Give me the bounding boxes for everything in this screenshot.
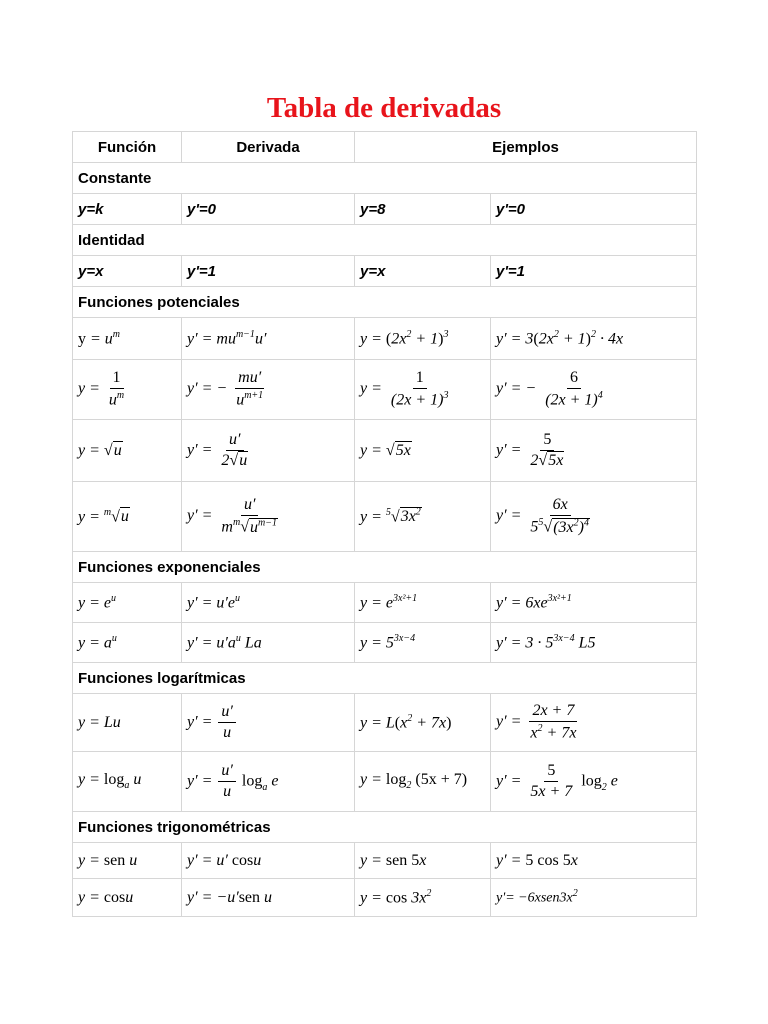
formula: $y' = u'e^u$: [182, 583, 355, 623]
section-potenciales: Funciones potenciales: [73, 287, 697, 318]
formula: y = $\frac{1}{u^m}$: [73, 360, 182, 420]
formula: $y'= -6xsen3x^2$: [491, 879, 697, 917]
formula: y = $\frac{1}{(2x + 1)^3}$: [355, 360, 491, 420]
formula: $y = \log_a u$: [73, 752, 182, 812]
formula: y = $^m$√u: [73, 482, 182, 552]
table-row: [73, 194, 697, 225]
formula: y′ = 5 cos 5x: [491, 843, 697, 879]
table-row: [73, 420, 697, 482]
formula: $y' = 3 \cdot 5^{3x-4}$ L5: [491, 623, 697, 663]
table-row: [73, 256, 697, 287]
page-title: Tabla de derivadas: [266, 92, 502, 124]
formula: $y = \log_2 (5x + 7)$: [355, 752, 491, 812]
formula: y = √u: [73, 420, 182, 482]
formula: $y = \cos 3x^2$: [355, 879, 491, 917]
table-row: [73, 623, 697, 663]
cell-ejemplo: y=x: [355, 256, 491, 287]
formula: $y = (2x^2 + 1)^3$: [355, 318, 491, 360]
formula: $y = u^m$: [73, 318, 182, 360]
cell-derivada: y'=1: [182, 256, 355, 287]
formula: $y = e^u$: [73, 583, 182, 623]
header-funcion: Función: [73, 132, 182, 163]
formula: y′ = $\frac{5}{5x + 7}$ $\log_2 e$: [491, 752, 697, 812]
formula: y = Lu: [73, 694, 182, 752]
table-row: [73, 843, 697, 879]
table-row: [73, 318, 697, 360]
formula: $y = L(x^2 + 7x)$: [355, 694, 491, 752]
table-header-row: [73, 132, 697, 163]
section-row: [73, 552, 697, 583]
section-row: [73, 287, 697, 318]
formula: y = sen u: [73, 843, 182, 879]
formula: y′ = u′ cosu: [182, 843, 355, 879]
formula: $y' = mu^{m-1}u'$: [182, 318, 355, 360]
table-row: [73, 482, 697, 552]
formula: y = sen 5x: [355, 843, 491, 879]
formula: y′ = − $\frac{6}{(2x + 1)^4}$: [491, 360, 697, 420]
formula: $y = 5^{3x-4}$: [355, 623, 491, 663]
formula: $y = ^5√3x^2$: [355, 482, 491, 552]
table-row: [73, 360, 697, 420]
table-row: [73, 879, 697, 917]
formula: y = cosu: [73, 879, 182, 917]
section-exponenciales: Funciones exponenciales: [73, 552, 697, 583]
section-row: [73, 663, 697, 694]
table-row: [73, 694, 697, 752]
section-row: [73, 225, 697, 256]
section-row: [73, 812, 697, 843]
formula: $y = a^u$: [73, 623, 182, 663]
formula: y′ = $\frac{u'}{u}$: [182, 694, 355, 752]
section-row: [73, 163, 697, 194]
formula: y′ = $\frac{2x + 7}{x^2 + 7x}$: [491, 694, 697, 752]
formula: $y' = 6xe^{3x^2+1}$: [491, 583, 697, 623]
formula: $y' = u'a^u$ La: [182, 623, 355, 663]
formula: y′ = − $\frac{mu'}{u^{m+1}}$: [182, 360, 355, 420]
section-logaritmicas: Funciones logarítmicas: [73, 663, 697, 694]
cell-ejemplo-derivada: y'=1: [491, 256, 697, 287]
formula: y′ = −u′sen u: [182, 879, 355, 917]
formula: $y = e^{3x^2+1}$: [355, 583, 491, 623]
derivatives-table: [72, 131, 697, 917]
formula: y′ = $\frac{u'}{2√u}$: [182, 420, 355, 482]
table-row: [73, 583, 697, 623]
cell-ejemplo: y=8: [355, 194, 491, 225]
cell-derivada: y'=0: [182, 194, 355, 225]
formula: y′ = $\frac{u'}{u}$ $\log_a e$: [182, 752, 355, 812]
formula: y′ = $\frac{5}{2√5x}$: [491, 420, 697, 482]
section-identidad: Identidad: [73, 225, 697, 256]
formula: y′ = $\frac{6x}{5^5√(3x^2)^4}$: [491, 482, 697, 552]
table-row: [73, 752, 697, 812]
section-constante: Constante: [73, 163, 697, 194]
formula: y′ = $\frac{u'}{m^m√u^{m-1}}$: [182, 482, 355, 552]
formula: y = √5x: [355, 420, 491, 482]
header-derivada: Derivada: [182, 132, 355, 163]
cell-funcion: y=x: [73, 256, 182, 287]
header-ejemplos: Ejemplos: [355, 132, 697, 163]
formula: $y' = 3(2x^2 + 1)^2 \cdot 4x$: [491, 318, 697, 360]
section-trigonometricas: Funciones trigonométricas: [73, 812, 697, 843]
cell-funcion: y=k: [73, 194, 182, 225]
cell-ejemplo-derivada: y'=0: [491, 194, 697, 225]
